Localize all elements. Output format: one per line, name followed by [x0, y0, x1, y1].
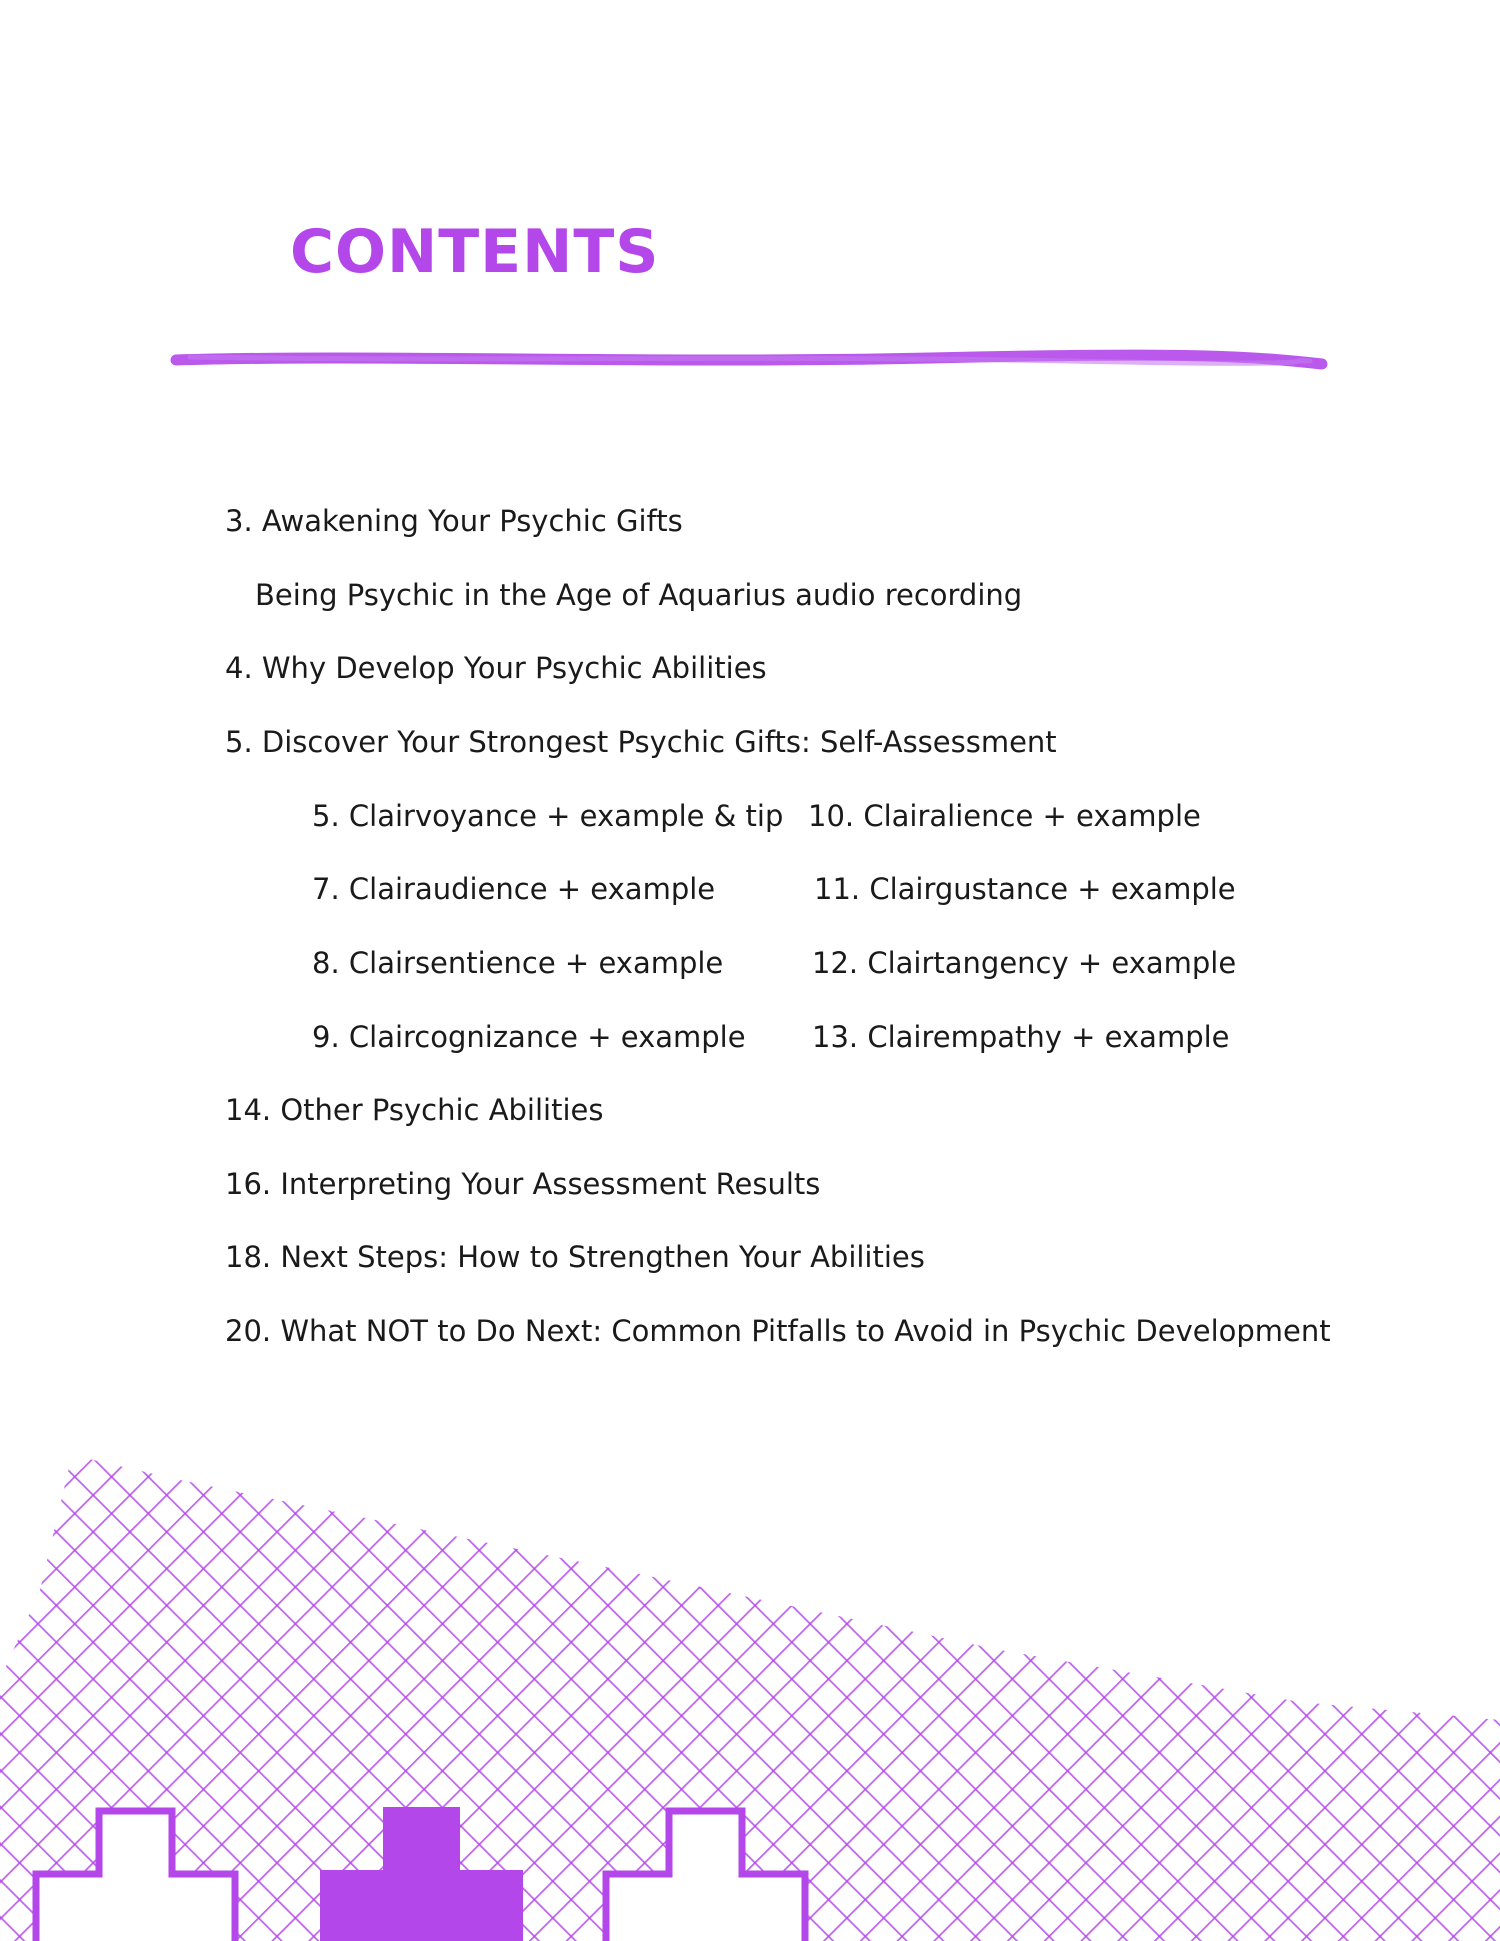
- decorative-footer: [0, 1440, 1500, 1941]
- toc-entry-clairaudience[interactable]: 7. Clairaudience + example: [312, 872, 716, 906]
- toc-entry-clairsentience[interactable]: 8. Clairsentience + example: [312, 946, 724, 980]
- toc-entry-clairvoyance[interactable]: 5. Clairvoyance + example & tip: [312, 799, 784, 833]
- page-title: CONTENTS: [290, 217, 660, 287]
- toc-entry-why-develop[interactable]: 4. Why Develop Your Psychic Abilities: [225, 651, 767, 685]
- crosshatch-pattern: [0, 1455, 1500, 1941]
- toc-entry-claircognizance[interactable]: 9. Claircognizance + example: [312, 1020, 746, 1054]
- toc-entry-audio-recording[interactable]: Being Psychic in the Age of Aquarius audio recording: [255, 578, 1023, 612]
- toc-entry-awakening[interactable]: 3. Awakening Your Psychic Gifts: [225, 504, 683, 538]
- toc-entry-clairgustance[interactable]: 11. Clairgustance + example: [814, 872, 1236, 906]
- toc-entry-other-abilities[interactable]: 14. Other Psychic Abilities: [225, 1093, 604, 1127]
- toc-entry-self-assessment[interactable]: 5. Discover Your Strongest Psychic Gifts: Self-Assessment: [225, 725, 1057, 759]
- toc-entry-next-steps[interactable]: 18. Next Steps: How to Strengthen Your Abilities: [225, 1240, 925, 1274]
- title-underline: [170, 340, 1330, 380]
- toc-entry-clairtangency[interactable]: 12. Clairtangency + example: [812, 946, 1237, 980]
- toc-entry-clairalience[interactable]: 10. Clairalience + example: [808, 799, 1201, 833]
- toc-entry-what-not-to-do[interactable]: 20. What NOT to Do Next: Common Pitfalls to Avoid in Psychic Development: [225, 1314, 1331, 1348]
- toc-entry-clairempathy[interactable]: 13. Clairempathy + example: [812, 1020, 1230, 1054]
- toc-entry-interpreting-results[interactable]: 16. Interpreting Your Assessment Results: [225, 1167, 821, 1201]
